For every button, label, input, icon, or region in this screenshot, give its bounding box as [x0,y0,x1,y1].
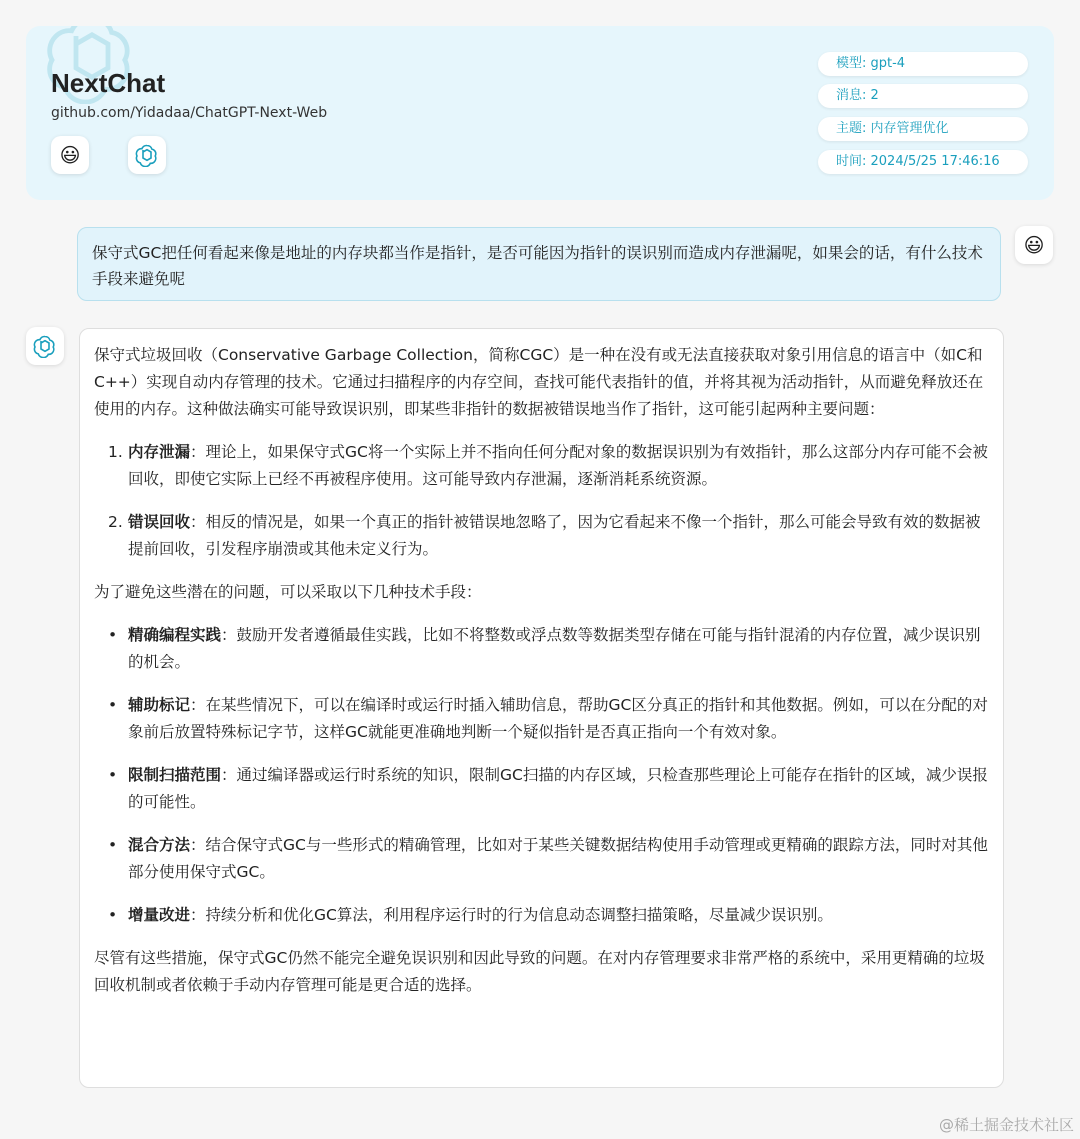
technique-title: 精确编程实践 [128,626,222,644]
technique-title: 限制扫描范围 [128,766,222,784]
technique-item [94,622,989,676]
bot-avatar[interactable] [128,136,166,174]
technique-item [94,692,989,746]
technique-item [94,832,989,886]
bullet-icon: • [108,906,118,924]
bot-message-avatar[interactable] [26,327,64,365]
user-avatar[interactable] [51,136,89,174]
technique-item [94,762,989,816]
technique-title: 增量改进 [128,906,191,924]
bot-intro-paragraph: 保守式垃圾回收（Conservative Garbage Collection，简称CGC）是一种在没有或无法直接获取对象引用信息的语言中（如C和C++）实现自动内存管理的技术。它通过扫描程序的内存空间，查找可能代表指针的值，并将其视为活动指针，从而避免释放还在使用的内存。这种做法确实可能导致误识别，即某些非指针的数据被错误地当作了指针，这可能引起两种主要问题： [94,346,984,418]
technique-text: ：通过编译器或运行时系统的知识，限制GC扫描的内存区域，只检查那些理论上可能存在指针的区域，减少误报的可能性。 [128,766,988,811]
openai-logo-icon [135,143,159,167]
repo-link[interactable]: github.com/Yidadaa/ChatGPT-Next-Web [51,105,328,121]
problem-item-memory-leak [94,439,989,493]
technique-text: ：在某些情况下，可以在编译时或运行时插入辅助信息，帮助GC区分真正的指针和其他数据。例如，可以在分配的对象前后放置特殊标记字节，这样GC就能更准确地判断一个疑似指针是否真正指向一个有效对象。 [128,696,988,741]
bullet-icon: • [108,836,118,854]
openai-logo-icon [33,334,57,358]
chat-header-card [26,26,1054,200]
user-message-avatar[interactable] [1015,226,1053,264]
technique-item [94,902,989,929]
smiley-emoji-icon: 😃 [1023,233,1045,257]
problem-text: ：理论上，如果保守式GC将一个实际上并不指向任何分配对象的数据误识别为有效指针，那么这部分内存可能不会被回收，即使它实际上已经不再被程序使用。这可能导致内存泄漏，逐渐消耗系统资源。 [128,443,988,488]
technique-title: 辅助标记 [128,696,191,714]
meta-time: 时间: 2024/5/25 17:46:16 [818,150,1028,174]
technique-text: ：结合保守式GC与一些形式的精确管理，比如对于某些关键数据结构使用手动管理或更精确的跟踪方法，同时对其他部分使用保守式GC。 [128,836,988,881]
meta-topic: 主题: 内存管理优化 [818,117,1028,141]
bot-message-bubble [79,328,1004,1088]
user-message-bubble: 保守式GC把任何看起来像是地址的内存块都当作是指针，是否可能因为指针的误识别而造成内存泄漏呢，如果会的话，有什么技术手段来避免呢 [77,227,1001,301]
smiley-emoji-icon: 😃 [59,143,81,167]
technique-title: 混合方法 [128,836,191,854]
list-number: 1. [108,443,123,461]
meta-message-count: 消息: 2 [818,84,1028,108]
app-title: NextChat [51,68,166,98]
list-number: 2. [108,513,123,531]
problem-item-wrong-collection [94,509,989,563]
watermark: @稀土掘金技术社区 [938,1116,1074,1134]
bullet-icon: • [108,766,118,784]
bullet-icon: • [108,626,118,644]
bot-transition-paragraph: 为了避免这些潜在的问题，可以采取以下几种技术手段： [94,583,482,601]
bot-conclusion-paragraph: 尽管有这些措施，保守式GC仍然不能完全避免误识别和因此导致的问题。在对内存管理要求非常严格的系统中，采用更精确的垃圾回收机制或者依赖于手动内存管理可能是更合适的选择。 [94,949,985,994]
bullet-icon: • [108,696,118,714]
meta-model: 模型: gpt-4 [818,52,1028,76]
problem-text: ：相反的情况是，如果一个真正的指针被错误地忽略了，因为它看起来不像一个指针，那么可能会导致有效的数据被提前回收，引发程序崩溃或其他未定义行为。 [128,513,981,558]
problem-title: 内存泄漏 [128,443,191,461]
technique-text: ：鼓励开发者遵循最佳实践，比如不将整数或浮点数等数据类型存储在可能与指针混淆的内存位置，减少误识别的机会。 [128,626,981,671]
problem-title: 错误回收 [128,513,191,531]
technique-text: ：持续分析和优化GC算法，利用程序运行时的行为信息动态调整扫描策略，尽量减少误识别。 [190,906,833,924]
